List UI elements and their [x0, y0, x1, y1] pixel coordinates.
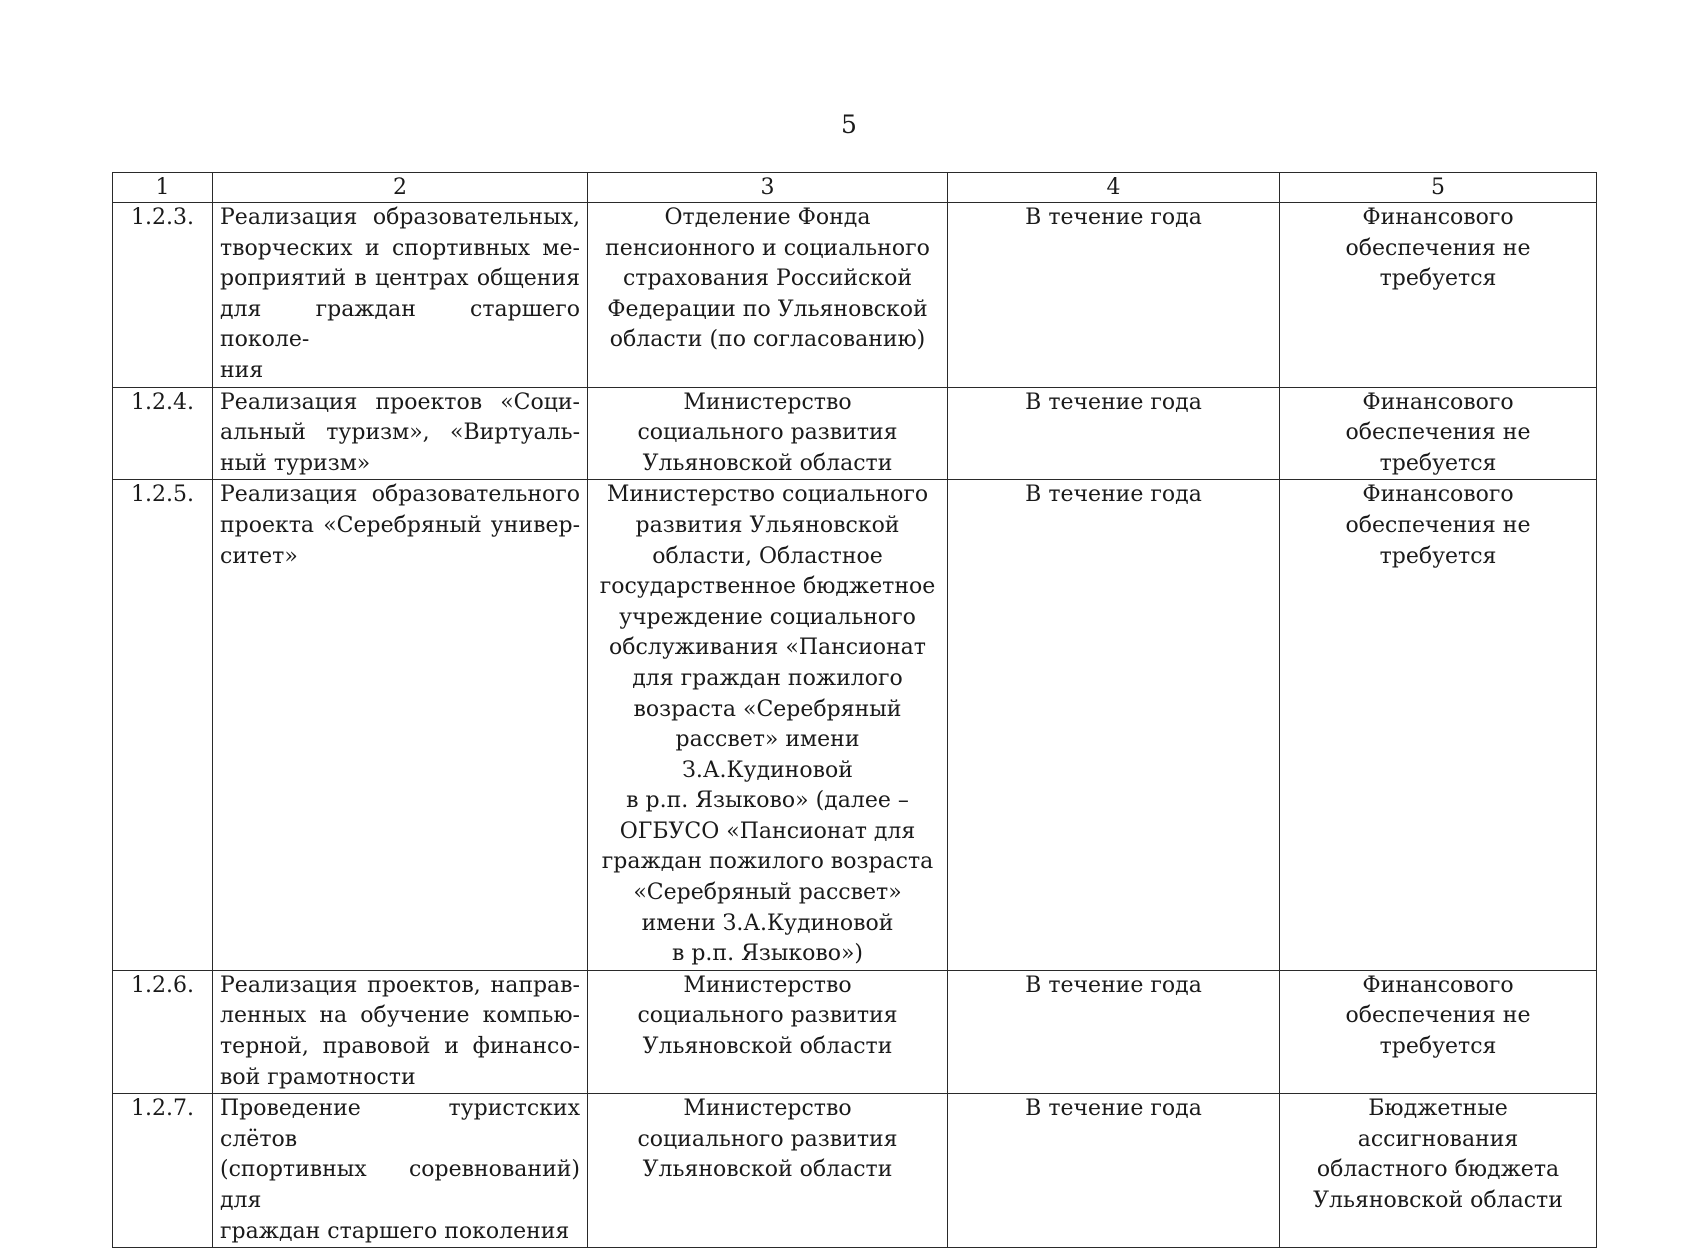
text-line: для граждан старшего поколе- — [220, 296, 580, 353]
text-line: Министерство — [683, 389, 852, 415]
text-line: ния — [220, 357, 264, 383]
table-row — [113, 203, 1597, 388]
text-line: социального развития — [637, 1003, 898, 1029]
text-line: терной, правовой и финансо- — [220, 1034, 580, 1060]
text-line: роприятий в центрах общения — [220, 266, 580, 292]
text-line: граждан пожилого возраста — [601, 849, 934, 875]
text-line: Ульяновской области — [642, 1034, 893, 1060]
text-line: Ульяновской области — [1313, 1188, 1563, 1213]
item-number: 1.2.3. — [113, 203, 213, 388]
text-line: Проведение туристских слётов — [220, 1096, 580, 1152]
text-line: страхования Российской — [622, 266, 913, 292]
measures-table — [112, 172, 1597, 1248]
text-line: в р.п. Языково» (далее – — [626, 788, 909, 814]
text-line: Министерство социального — [606, 482, 929, 508]
measure-name — [213, 387, 588, 480]
table-row — [113, 970, 1597, 1093]
text-line: Ульяновской области — [642, 450, 893, 476]
page-number: 5 — [841, 110, 857, 139]
measure-name — [213, 970, 588, 1093]
text-line: обеспечения не требуется — [1345, 512, 1531, 569]
text-line: социального развития — [637, 1126, 898, 1152]
text-line: Реализация проектов «Соци- — [220, 389, 580, 415]
text-line: Реализация образовательных, — [220, 205, 580, 230]
text-line: вой грамотности — [220, 1064, 416, 1090]
text-line: развития Ульяновской — [635, 512, 900, 538]
text-line: творческих и спортивных ме- — [220, 235, 580, 261]
text-line: Министерство — [683, 972, 852, 998]
text-line: обеспечения не требуется — [1345, 235, 1531, 292]
text-line: Финансового — [1362, 389, 1514, 415]
text-line: Бюджетные ассигнования — [1357, 1096, 1519, 1152]
text-line: областного бюджета — [1316, 1157, 1560, 1183]
text-line: рассвет» имени — [675, 727, 860, 753]
column-header-1: 1 — [113, 173, 213, 203]
text-line: области, Областное — [652, 543, 883, 569]
text-line: ный туризм» — [220, 450, 371, 476]
text-line: социального развития — [637, 420, 898, 446]
term: В течение года — [948, 480, 1280, 971]
text-line: возраста «Серебряный — [633, 696, 902, 722]
table-row — [113, 1094, 1597, 1248]
executor — [588, 970, 948, 1093]
text-line: Реализация проектов, направ- — [220, 972, 580, 998]
funding — [1280, 970, 1597, 1093]
item-number: 1.2.6. — [113, 970, 213, 1093]
text-line: Отделение Фонда — [664, 205, 871, 230]
measure-name — [213, 480, 588, 971]
text-line: Ульяновской области — [642, 1157, 893, 1183]
executor — [588, 1094, 948, 1248]
text-line: в р.п. Языково») — [671, 941, 864, 967]
text-line: (спортивных соревнований) для — [220, 1157, 580, 1213]
text-line: Федерации по Ульяновской — [607, 296, 928, 322]
table-row — [113, 387, 1597, 480]
text-line: проекта «Серебряный универ- — [220, 512, 580, 538]
text-line: для граждан пожилого — [632, 665, 903, 691]
text-line: ОГБУСО «Пансионат для — [619, 818, 916, 844]
executor — [588, 480, 948, 971]
text-line: альный туризм», «Виртуаль- — [220, 420, 580, 446]
text-line: пенсионного и социального — [605, 235, 930, 261]
text-line: Министерство — [683, 1096, 852, 1122]
text-line: обеспечения не требуется — [1345, 420, 1531, 476]
text-line: ситет» — [220, 543, 298, 569]
column-header-5: 5 — [1280, 173, 1597, 203]
text-line: граждан старшего поколения — [220, 1218, 570, 1244]
text-line: «Серебряный рассвет» — [633, 880, 902, 906]
funding — [1280, 1094, 1597, 1248]
measure-name — [213, 203, 588, 388]
text-line: Финансового — [1362, 482, 1514, 508]
item-number: 1.2.4. — [113, 387, 213, 480]
column-header-3: 3 — [588, 173, 948, 203]
funding — [1280, 480, 1597, 971]
term: В течение года — [948, 970, 1280, 1093]
text-line: учреждение социального — [619, 604, 916, 630]
column-header-4: 4 — [948, 173, 1280, 203]
term: В течение года — [948, 203, 1280, 388]
executor — [588, 387, 948, 480]
text-line: области (по согласованию) — [609, 327, 926, 353]
text-line: обеспечения не требуется — [1345, 1003, 1531, 1060]
text-line: имени З.А.Кудиновой — [641, 910, 894, 936]
text-line: обслуживания «Пансионат — [609, 635, 926, 661]
executor — [588, 203, 948, 388]
term: В течение года — [948, 387, 1280, 480]
item-number: 1.2.5. — [113, 480, 213, 971]
item-number: 1.2.7. — [113, 1094, 213, 1248]
text-line: Финансового — [1362, 972, 1514, 998]
measure-name — [213, 1094, 588, 1248]
column-header-2: 2 — [213, 173, 588, 203]
text-line: государственное бюджетное — [599, 574, 936, 600]
text-line: Финансового — [1362, 205, 1514, 230]
text-line: Реализация образовательного — [220, 482, 580, 508]
funding — [1280, 387, 1597, 480]
term: В течение года — [948, 1094, 1280, 1248]
table-row — [113, 480, 1597, 971]
text-line: ленных на обучение компью- — [220, 1003, 580, 1029]
header-row — [113, 173, 1597, 203]
funding — [1280, 203, 1597, 388]
text-line: З.А.Кудиновой — [682, 757, 853, 783]
